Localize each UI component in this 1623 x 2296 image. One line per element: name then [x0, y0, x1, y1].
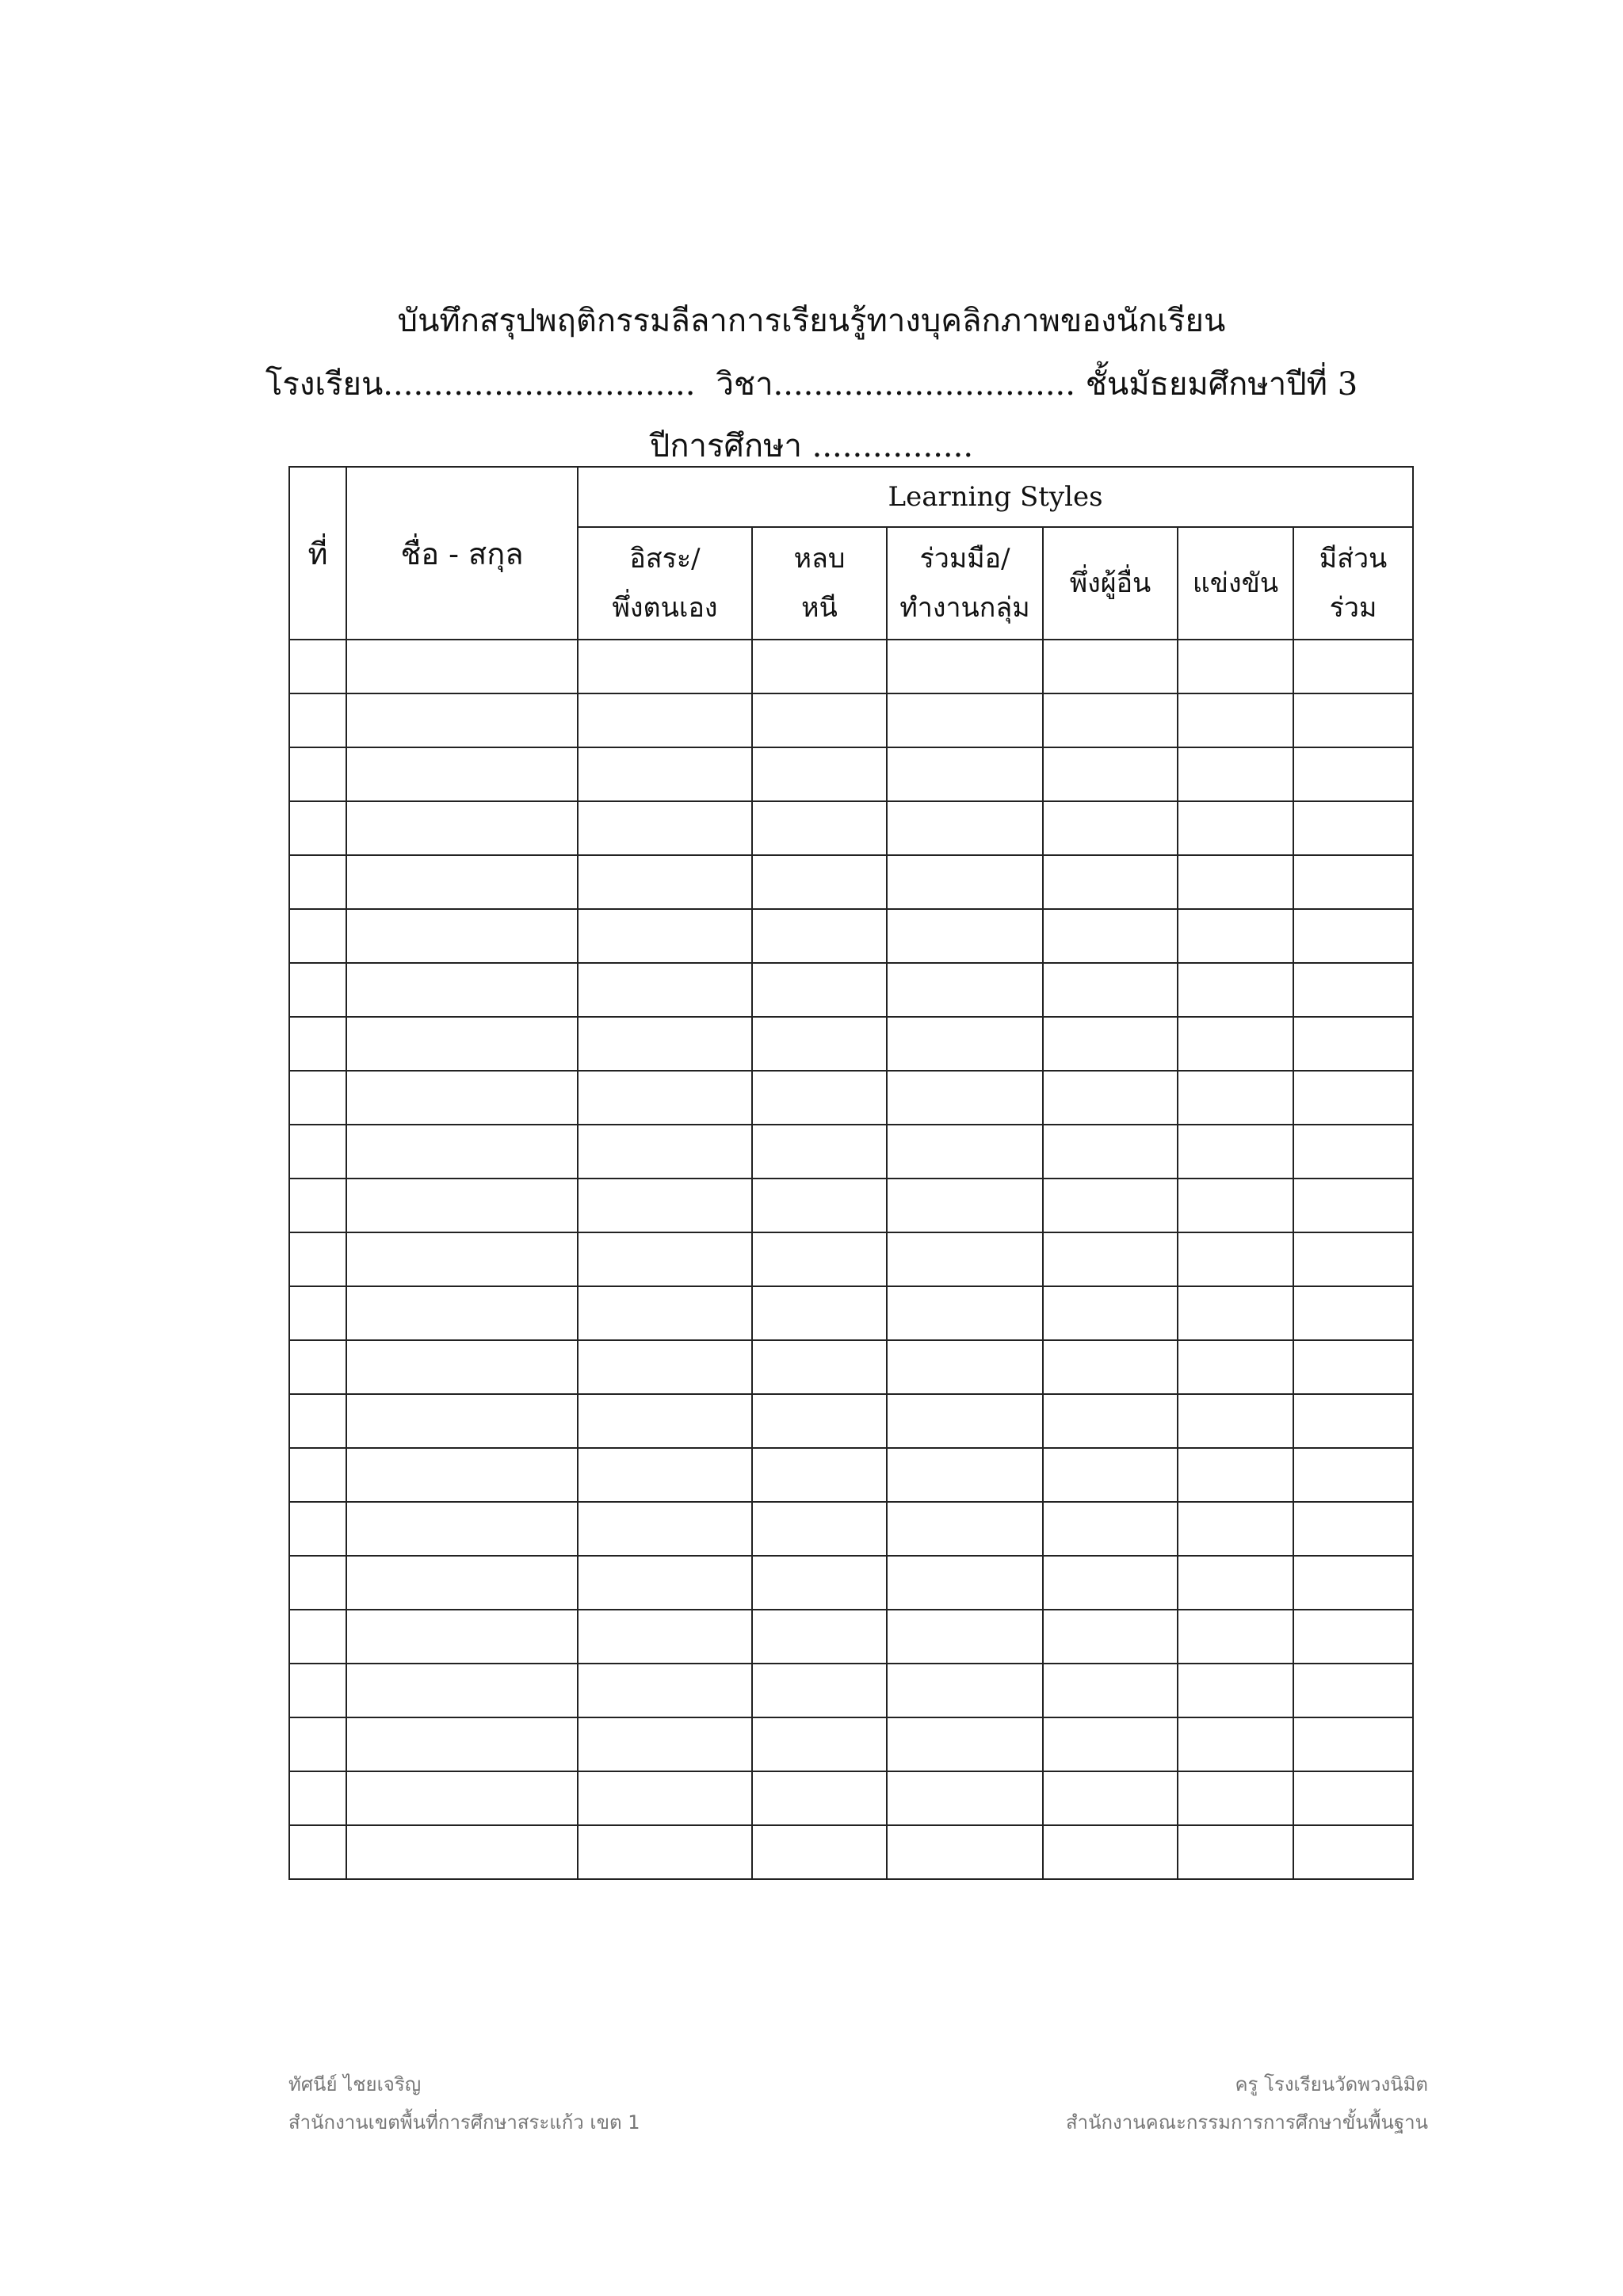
table-row: [289, 640, 1413, 693]
behavior-record-table: [288, 466, 1414, 1880]
row-style-cell[interactable]: [1178, 1071, 1293, 1125]
row-style-cell[interactable]: [1293, 1502, 1413, 1556]
row-style-cell[interactable]: [887, 1125, 1043, 1179]
header-style-dependent: พึ่งผู้อื่น: [1043, 527, 1178, 640]
row-style-cell[interactable]: [1178, 693, 1293, 747]
row-style-cell[interactable]: [1043, 693, 1178, 747]
row-name-cell[interactable]: [346, 909, 578, 963]
row-style-cell[interactable]: [1293, 1232, 1413, 1286]
row-style-cell[interactable]: [578, 640, 752, 693]
table-row: [289, 801, 1413, 855]
row-number-cell[interactable]: [289, 1771, 346, 1825]
row-style-cell[interactable]: [1043, 801, 1178, 855]
row-style-cell[interactable]: [752, 1017, 887, 1071]
row-number-cell[interactable]: [289, 693, 346, 747]
row-style-cell[interactable]: [1043, 1179, 1178, 1232]
row-number-cell[interactable]: [289, 1071, 346, 1125]
row-style-cell[interactable]: [1178, 1017, 1293, 1071]
row-style-cell[interactable]: [1178, 1825, 1293, 1879]
row-number-cell[interactable]: [289, 1232, 346, 1286]
table-row: [289, 1556, 1413, 1610]
row-style-cell[interactable]: [578, 1610, 752, 1664]
row-style-cell[interactable]: [578, 1179, 752, 1232]
row-style-cell[interactable]: [1178, 1394, 1293, 1448]
row-name-cell[interactable]: [346, 1717, 578, 1771]
row-number-cell[interactable]: [289, 1017, 346, 1071]
row-style-cell[interactable]: [887, 1717, 1043, 1771]
row-style-cell[interactable]: [752, 1556, 887, 1610]
row-style-cell[interactable]: [1293, 1017, 1413, 1071]
row-style-cell[interactable]: [1293, 747, 1413, 801]
row-number-cell[interactable]: [289, 1394, 346, 1448]
table-row: [289, 1825, 1413, 1879]
row-style-cell[interactable]: [887, 1825, 1043, 1879]
row-number-cell[interactable]: [289, 1340, 346, 1394]
row-style-cell[interactable]: [887, 855, 1043, 909]
row-style-cell[interactable]: [578, 1232, 752, 1286]
row-number-cell[interactable]: [289, 1717, 346, 1771]
row-style-cell[interactable]: [1178, 1232, 1293, 1286]
row-style-cell[interactable]: [887, 963, 1043, 1017]
table-row: [289, 1071, 1413, 1125]
row-style-cell[interactable]: [887, 1771, 1043, 1825]
row-style-cell[interactable]: [1178, 963, 1293, 1017]
row-style-cell[interactable]: [1293, 1771, 1413, 1825]
row-style-cell[interactable]: [752, 1286, 887, 1340]
row-style-cell[interactable]: [1043, 1448, 1178, 1502]
row-style-cell[interactable]: [1043, 1610, 1178, 1664]
row-style-cell[interactable]: [1043, 963, 1178, 1017]
row-style-cell[interactable]: [1178, 1179, 1293, 1232]
row-style-cell[interactable]: [1178, 1502, 1293, 1556]
row-style-cell[interactable]: [752, 801, 887, 855]
row-number-cell[interactable]: [289, 747, 346, 801]
row-style-cell[interactable]: [752, 1071, 887, 1125]
header-style-participant: มีส่วน ร่วม: [1293, 527, 1413, 640]
row-style-cell[interactable]: [752, 855, 887, 909]
row-style-cell[interactable]: [1293, 963, 1413, 1017]
row-style-cell[interactable]: [1293, 1825, 1413, 1879]
row-number-cell[interactable]: [289, 640, 346, 693]
table-row: [289, 747, 1413, 801]
row-name-cell[interactable]: [346, 1179, 578, 1232]
row-number-cell[interactable]: [289, 1610, 346, 1664]
row-name-cell[interactable]: [346, 693, 578, 747]
row-name-cell[interactable]: [346, 1664, 578, 1717]
row-style-cell[interactable]: [887, 693, 1043, 747]
row-style-cell[interactable]: [1293, 640, 1413, 693]
row-number-cell[interactable]: [289, 1664, 346, 1717]
row-style-cell[interactable]: [1178, 855, 1293, 909]
footer-school: [1066, 2065, 1428, 2141]
row-style-cell[interactable]: [1043, 1664, 1178, 1717]
row-style-cell[interactable]: [1043, 909, 1178, 963]
row-style-cell[interactable]: [578, 1771, 752, 1825]
row-style-cell[interactable]: [578, 1286, 752, 1340]
row-name-cell[interactable]: [346, 1448, 578, 1502]
table-row: [289, 1232, 1413, 1286]
table-row: [289, 1286, 1413, 1340]
row-number-cell[interactable]: [289, 1286, 346, 1340]
row-style-cell[interactable]: [1293, 1394, 1413, 1448]
row-number-cell[interactable]: [289, 909, 346, 963]
table-row: [289, 1610, 1413, 1664]
row-style-cell[interactable]: [1293, 801, 1413, 855]
row-style-cell[interactable]: [1293, 1125, 1413, 1179]
row-style-cell[interactable]: [578, 1717, 752, 1771]
row-style-cell[interactable]: [887, 1232, 1043, 1286]
row-number-cell[interactable]: [289, 963, 346, 1017]
academic-year-line: ปีการศึกษา ................: [649, 428, 974, 464]
row-style-cell[interactable]: [887, 1340, 1043, 1394]
row-name-cell[interactable]: [346, 1556, 578, 1610]
row-name-cell[interactable]: [346, 1286, 578, 1340]
header-name: ชื่อ - สกุล: [346, 467, 578, 640]
row-style-cell[interactable]: [1043, 1502, 1178, 1556]
footer-author: [288, 2065, 640, 2141]
row-style-cell[interactable]: [752, 1664, 887, 1717]
row-number-cell[interactable]: [289, 855, 346, 909]
row-name-cell[interactable]: [346, 1125, 578, 1179]
row-style-cell[interactable]: [752, 909, 887, 963]
row-style-cell[interactable]: [752, 1717, 887, 1771]
table-row: [289, 1771, 1413, 1825]
row-style-cell[interactable]: [752, 1502, 887, 1556]
row-name-cell[interactable]: [346, 1825, 578, 1879]
school-name: ครู โรงเรียนวัดพวงนิมิต: [1235, 2073, 1428, 2095]
row-style-cell[interactable]: [578, 747, 752, 801]
row-style-cell[interactable]: [1293, 1610, 1413, 1664]
row-style-cell[interactable]: [1178, 1610, 1293, 1664]
row-style-cell[interactable]: [578, 1556, 752, 1610]
row-style-cell[interactable]: [1178, 1664, 1293, 1717]
row-style-cell[interactable]: [578, 855, 752, 909]
table-body: [289, 640, 1413, 1879]
row-style-cell[interactable]: [1293, 1179, 1413, 1232]
row-style-cell[interactable]: [1043, 1825, 1178, 1879]
row-style-cell[interactable]: [752, 963, 887, 1017]
row-style-cell[interactable]: [752, 640, 887, 693]
table-row: [289, 963, 1413, 1017]
row-style-cell[interactable]: [887, 909, 1043, 963]
row-style-cell[interactable]: [1043, 1232, 1178, 1286]
row-name-cell[interactable]: [346, 1232, 578, 1286]
row-style-cell[interactable]: [887, 1502, 1043, 1556]
row-style-cell[interactable]: [1293, 1717, 1413, 1771]
table-row: [289, 1664, 1413, 1717]
row-style-cell[interactable]: [1043, 1286, 1178, 1340]
table-row: [289, 1717, 1413, 1771]
row-style-cell[interactable]: [887, 1286, 1043, 1340]
row-style-cell[interactable]: [1043, 1394, 1178, 1448]
row-number-cell[interactable]: [289, 1556, 346, 1610]
row-style-cell[interactable]: [1043, 1771, 1178, 1825]
row-style-cell[interactable]: [887, 801, 1043, 855]
table-row: [289, 855, 1413, 909]
author-office: สำนักงานเขตพื้นที่การศึกษาสระแก้ว เขต 1: [288, 2111, 640, 2134]
row-style-cell[interactable]: [752, 1448, 887, 1502]
row-name-cell[interactable]: [346, 747, 578, 801]
row-name-cell[interactable]: [346, 1071, 578, 1125]
row-name-cell[interactable]: [346, 1502, 578, 1556]
table-row: [289, 909, 1413, 963]
school-field: โรงเรียน...............................: [265, 366, 696, 403]
header-style-competitive: แข่งขัน: [1178, 527, 1293, 640]
row-style-cell[interactable]: [1178, 1340, 1293, 1394]
row-style-cell[interactable]: [752, 1610, 887, 1664]
grade-label: ชั้นมัธยมศึกษาปีที่ 3: [1085, 366, 1358, 403]
row-style-cell[interactable]: [887, 1179, 1043, 1232]
row-style-cell[interactable]: [752, 1394, 887, 1448]
subject-field: วิชา..............................: [716, 366, 1075, 403]
row-style-cell[interactable]: [752, 1340, 887, 1394]
row-number-cell[interactable]: [289, 1448, 346, 1502]
row-style-cell[interactable]: [1043, 747, 1178, 801]
row-style-cell[interactable]: [1293, 1286, 1413, 1340]
table-row: [289, 1179, 1413, 1232]
row-style-cell[interactable]: [1043, 640, 1178, 693]
row-style-cell[interactable]: [1178, 1556, 1293, 1610]
row-name-cell[interactable]: [346, 1610, 578, 1664]
table-row: [289, 1448, 1413, 1502]
table-row: [289, 1340, 1413, 1394]
row-style-cell[interactable]: [578, 963, 752, 1017]
row-style-cell[interactable]: [1293, 909, 1413, 963]
row-style-cell[interactable]: [1043, 1717, 1178, 1771]
row-style-cell[interactable]: [1293, 1556, 1413, 1610]
row-style-cell[interactable]: [887, 640, 1043, 693]
row-style-cell[interactable]: [1293, 1071, 1413, 1125]
row-name-cell[interactable]: [346, 963, 578, 1017]
row-style-cell[interactable]: [752, 1179, 887, 1232]
row-style-cell[interactable]: [1293, 1664, 1413, 1717]
row-style-cell[interactable]: [1178, 747, 1293, 801]
row-style-cell[interactable]: [752, 1125, 887, 1179]
row-style-cell[interactable]: [752, 1825, 887, 1879]
header-style-independent: อิสระ/ พึ่งตนเอง: [578, 527, 752, 640]
row-style-cell[interactable]: [1178, 1448, 1293, 1502]
table-row: [289, 1125, 1413, 1179]
row-style-cell[interactable]: [1043, 1017, 1178, 1071]
row-name-cell[interactable]: [346, 801, 578, 855]
author-name: ทัศนีย์ ไชยเจริญ: [288, 2073, 422, 2095]
row-number-cell[interactable]: [289, 1125, 346, 1179]
row-style-cell[interactable]: [752, 1771, 887, 1825]
row-style-cell[interactable]: [578, 1448, 752, 1502]
row-style-cell[interactable]: [1043, 1340, 1178, 1394]
header-style-avoidant: หลบ หนี: [752, 527, 887, 640]
header-number: ที่: [289, 467, 346, 640]
row-style-cell[interactable]: [752, 693, 887, 747]
row-number-cell[interactable]: [289, 1825, 346, 1879]
row-name-cell[interactable]: [346, 1017, 578, 1071]
school-subject-line: [0, 358, 1623, 409]
row-style-cell[interactable]: [1293, 693, 1413, 747]
row-style-cell[interactable]: [1293, 1448, 1413, 1502]
row-style-cell[interactable]: [887, 1448, 1043, 1502]
row-style-cell[interactable]: [1043, 855, 1178, 909]
row-style-cell[interactable]: [887, 1610, 1043, 1664]
row-style-cell[interactable]: [578, 1502, 752, 1556]
row-style-cell[interactable]: [887, 747, 1043, 801]
table-row: [289, 693, 1413, 747]
row-style-cell[interactable]: [887, 1394, 1043, 1448]
row-number-cell[interactable]: [289, 1502, 346, 1556]
row-style-cell[interactable]: [578, 1125, 752, 1179]
row-style-cell[interactable]: [578, 909, 752, 963]
row-name-cell[interactable]: [346, 855, 578, 909]
row-style-cell[interactable]: [1178, 1286, 1293, 1340]
row-style-cell[interactable]: [1043, 1071, 1178, 1125]
row-style-cell[interactable]: [752, 1232, 887, 1286]
row-style-cell[interactable]: [578, 801, 752, 855]
row-style-cell[interactable]: [1178, 909, 1293, 963]
row-style-cell[interactable]: [1178, 1717, 1293, 1771]
row-style-cell[interactable]: [1043, 1556, 1178, 1610]
row-style-cell[interactable]: [887, 1071, 1043, 1125]
row-style-cell[interactable]: [578, 1017, 752, 1071]
row-style-cell[interactable]: [1178, 640, 1293, 693]
row-name-cell[interactable]: [346, 1394, 578, 1448]
header-style-collaborative: ร่วมมือ/ ทำงานกลุ่ม: [887, 527, 1043, 640]
row-style-cell[interactable]: [1043, 1125, 1178, 1179]
table-row: [289, 1017, 1413, 1071]
header-learning-styles: Learning Styles: [578, 467, 1413, 527]
row-style-cell[interactable]: [887, 1017, 1043, 1071]
row-style-cell[interactable]: [887, 1556, 1043, 1610]
table-row: [289, 1394, 1413, 1448]
row-style-cell[interactable]: [752, 747, 887, 801]
row-number-cell[interactable]: [289, 801, 346, 855]
row-style-cell[interactable]: [887, 1664, 1043, 1717]
row-name-cell[interactable]: [346, 1340, 578, 1394]
row-style-cell[interactable]: [1178, 801, 1293, 855]
row-style-cell[interactable]: [1178, 1771, 1293, 1825]
row-name-cell[interactable]: [346, 640, 578, 693]
row-style-cell[interactable]: [578, 1071, 752, 1125]
table-row: [289, 1502, 1413, 1556]
row-number-cell[interactable]: [289, 1179, 346, 1232]
row-style-cell[interactable]: [578, 1394, 752, 1448]
row-style-cell[interactable]: [578, 1340, 752, 1394]
document-title: บันทึกสรุปพฤติกรรมลีลาการเรียนรู้ทางบุคลิกภาพของนักเรียน: [397, 303, 1226, 339]
row-style-cell[interactable]: [578, 1825, 752, 1879]
row-style-cell[interactable]: [1178, 1125, 1293, 1179]
row-name-cell[interactable]: [346, 1771, 578, 1825]
row-style-cell[interactable]: [1293, 1340, 1413, 1394]
row-style-cell[interactable]: [1293, 855, 1413, 909]
row-style-cell[interactable]: [578, 1664, 752, 1717]
row-style-cell[interactable]: [578, 693, 752, 747]
school-office: สำนักงานคณะกรรมการการศึกษาขั้นพื้นฐาน: [1065, 2111, 1428, 2134]
